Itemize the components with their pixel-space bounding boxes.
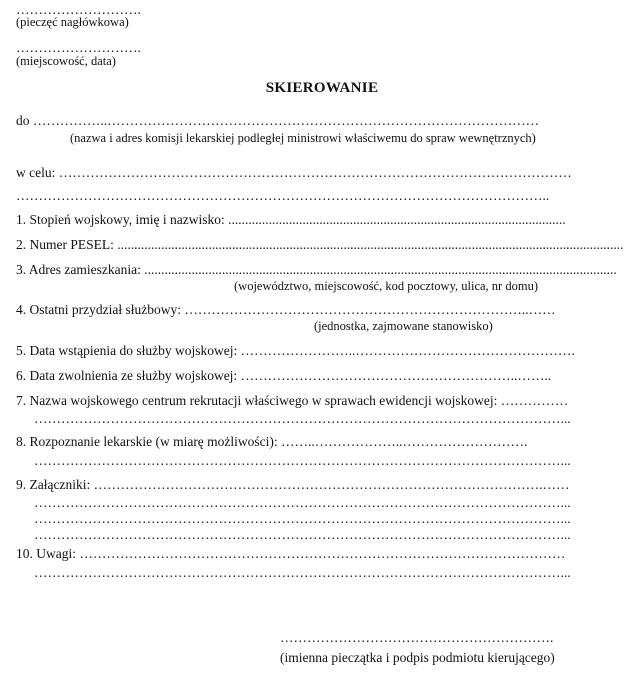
field-number: 9. (16, 477, 27, 492)
field-dots: ……………………………………………………………………………………….…… (93, 477, 570, 492)
field-last-assignment-hint: (jednostka, zajmowane stanowisko) (314, 319, 493, 333)
field-label: Numer PESEL: (29, 237, 114, 252)
field-number: 2. (16, 237, 27, 252)
field-attachments[interactable] (16, 477, 626, 493)
field-dots: ............................................................................................................................................ (144, 262, 617, 277)
field-diagnosis-line2[interactable]: ………………………………………………………………………………………………………... (34, 453, 571, 468)
field-dots: ...................................................................................................................................................... (117, 237, 624, 252)
field-label: Ostatni przydział służbowy: (29, 302, 181, 317)
stamp-dots: ………………………. (16, 2, 141, 17)
field-attachments-line2[interactable]: ………………………………………………………………………………………………………... (34, 495, 571, 510)
field-service-start[interactable] (16, 343, 626, 359)
field-dots: ……………………..…………………………………………. (240, 343, 575, 358)
field-label: Nazwa wojskowego centrum rekrutacji właściwego w sprawach ewidencji wojskowej: (29, 393, 498, 408)
field-address[interactable] (16, 262, 626, 278)
field-label: Rozpoznanie lekarskie (w miarę możliwości): (29, 434, 278, 449)
field-diagnosis[interactable] (16, 434, 626, 450)
field-dots: …………………………………………………………………..…… (184, 302, 556, 317)
place-date-dots: ………………………. (16, 40, 141, 55)
field-label: Załączniki: (29, 477, 91, 492)
recipient-dots: ……………..…………………………………………………………………………………… (32, 113, 540, 128)
field-service-end[interactable] (16, 368, 626, 384)
field-dots: ……..………………..………………………. (281, 434, 528, 449)
field-label: Adres zamieszkania: (28, 262, 141, 277)
purpose-dots: …………………………………………………………………………………………………… (58, 165, 572, 180)
purpose-line[interactable] (16, 165, 626, 181)
purpose-dots-line2[interactable]: ……………………………………………………………………………………………………….. (16, 188, 550, 203)
field-address-hint: (województwo, miejscowość, kod pocztowy, ulica, nr domu) (234, 279, 538, 293)
recipient-hint: (nazwa i adres komisji lekarskiej podległej ministrowi właściwemu do spraw wewnętrznych) (70, 131, 536, 145)
field-label: Data zwolnienia ze służby wojskowej: (29, 368, 238, 383)
field-recruitment-center[interactable] (16, 393, 626, 409)
signature-dots[interactable]: ……………………………………………………. (280, 630, 554, 645)
field-remarks-line2[interactable]: ………………………………………………………………………………………………………... (34, 565, 571, 580)
field-attachments-line3[interactable]: ………………………………………………………………………………………………………... (34, 511, 571, 526)
field-rank-name[interactable] (16, 212, 626, 228)
field-label: Uwagi: (36, 546, 76, 561)
stamp-label: (pieczęć nagłówkowa) (16, 15, 129, 29)
field-number: 7. (16, 393, 27, 408)
field-attachments-line4[interactable]: ………………………………………………………………………………………………………... (34, 527, 571, 542)
field-recruitment-center-line2[interactable]: ………………………………………………………………………………………………………... (34, 411, 571, 426)
purpose-label: w celu: (16, 165, 56, 180)
signature-label: (imienna pieczątka i podpis podmiotu kierującego) (280, 650, 555, 665)
field-number: 3. (16, 262, 27, 277)
field-number: 4. (16, 302, 27, 317)
field-last-assignment[interactable] (16, 302, 626, 318)
field-dots: ……………………………………………………………………………………………… (79, 546, 566, 561)
field-number: 6. (16, 368, 27, 383)
place-date-label: (miejscowość, data) (16, 54, 116, 68)
field-pesel[interactable] (16, 237, 626, 253)
field-number: 1. (16, 212, 27, 227)
field-dots: …………… (500, 393, 569, 408)
field-dots: .................................................................................................... (228, 212, 566, 227)
field-label: Stopień wojskowy, imię i nazwisko: (29, 212, 225, 227)
field-dots: ……………………………………………………..…….. (240, 368, 552, 383)
document-title: SKIEROWANIE (265, 80, 379, 96)
recipient-line[interactable] (16, 113, 626, 129)
field-number: 8. (16, 434, 27, 449)
field-number: 10. (16, 546, 33, 561)
field-remarks[interactable] (16, 546, 626, 562)
recipient-label: do (16, 113, 30, 128)
field-label: Data wstąpienia do służby wojskowej: (29, 343, 238, 358)
field-number: 5. (16, 343, 27, 358)
